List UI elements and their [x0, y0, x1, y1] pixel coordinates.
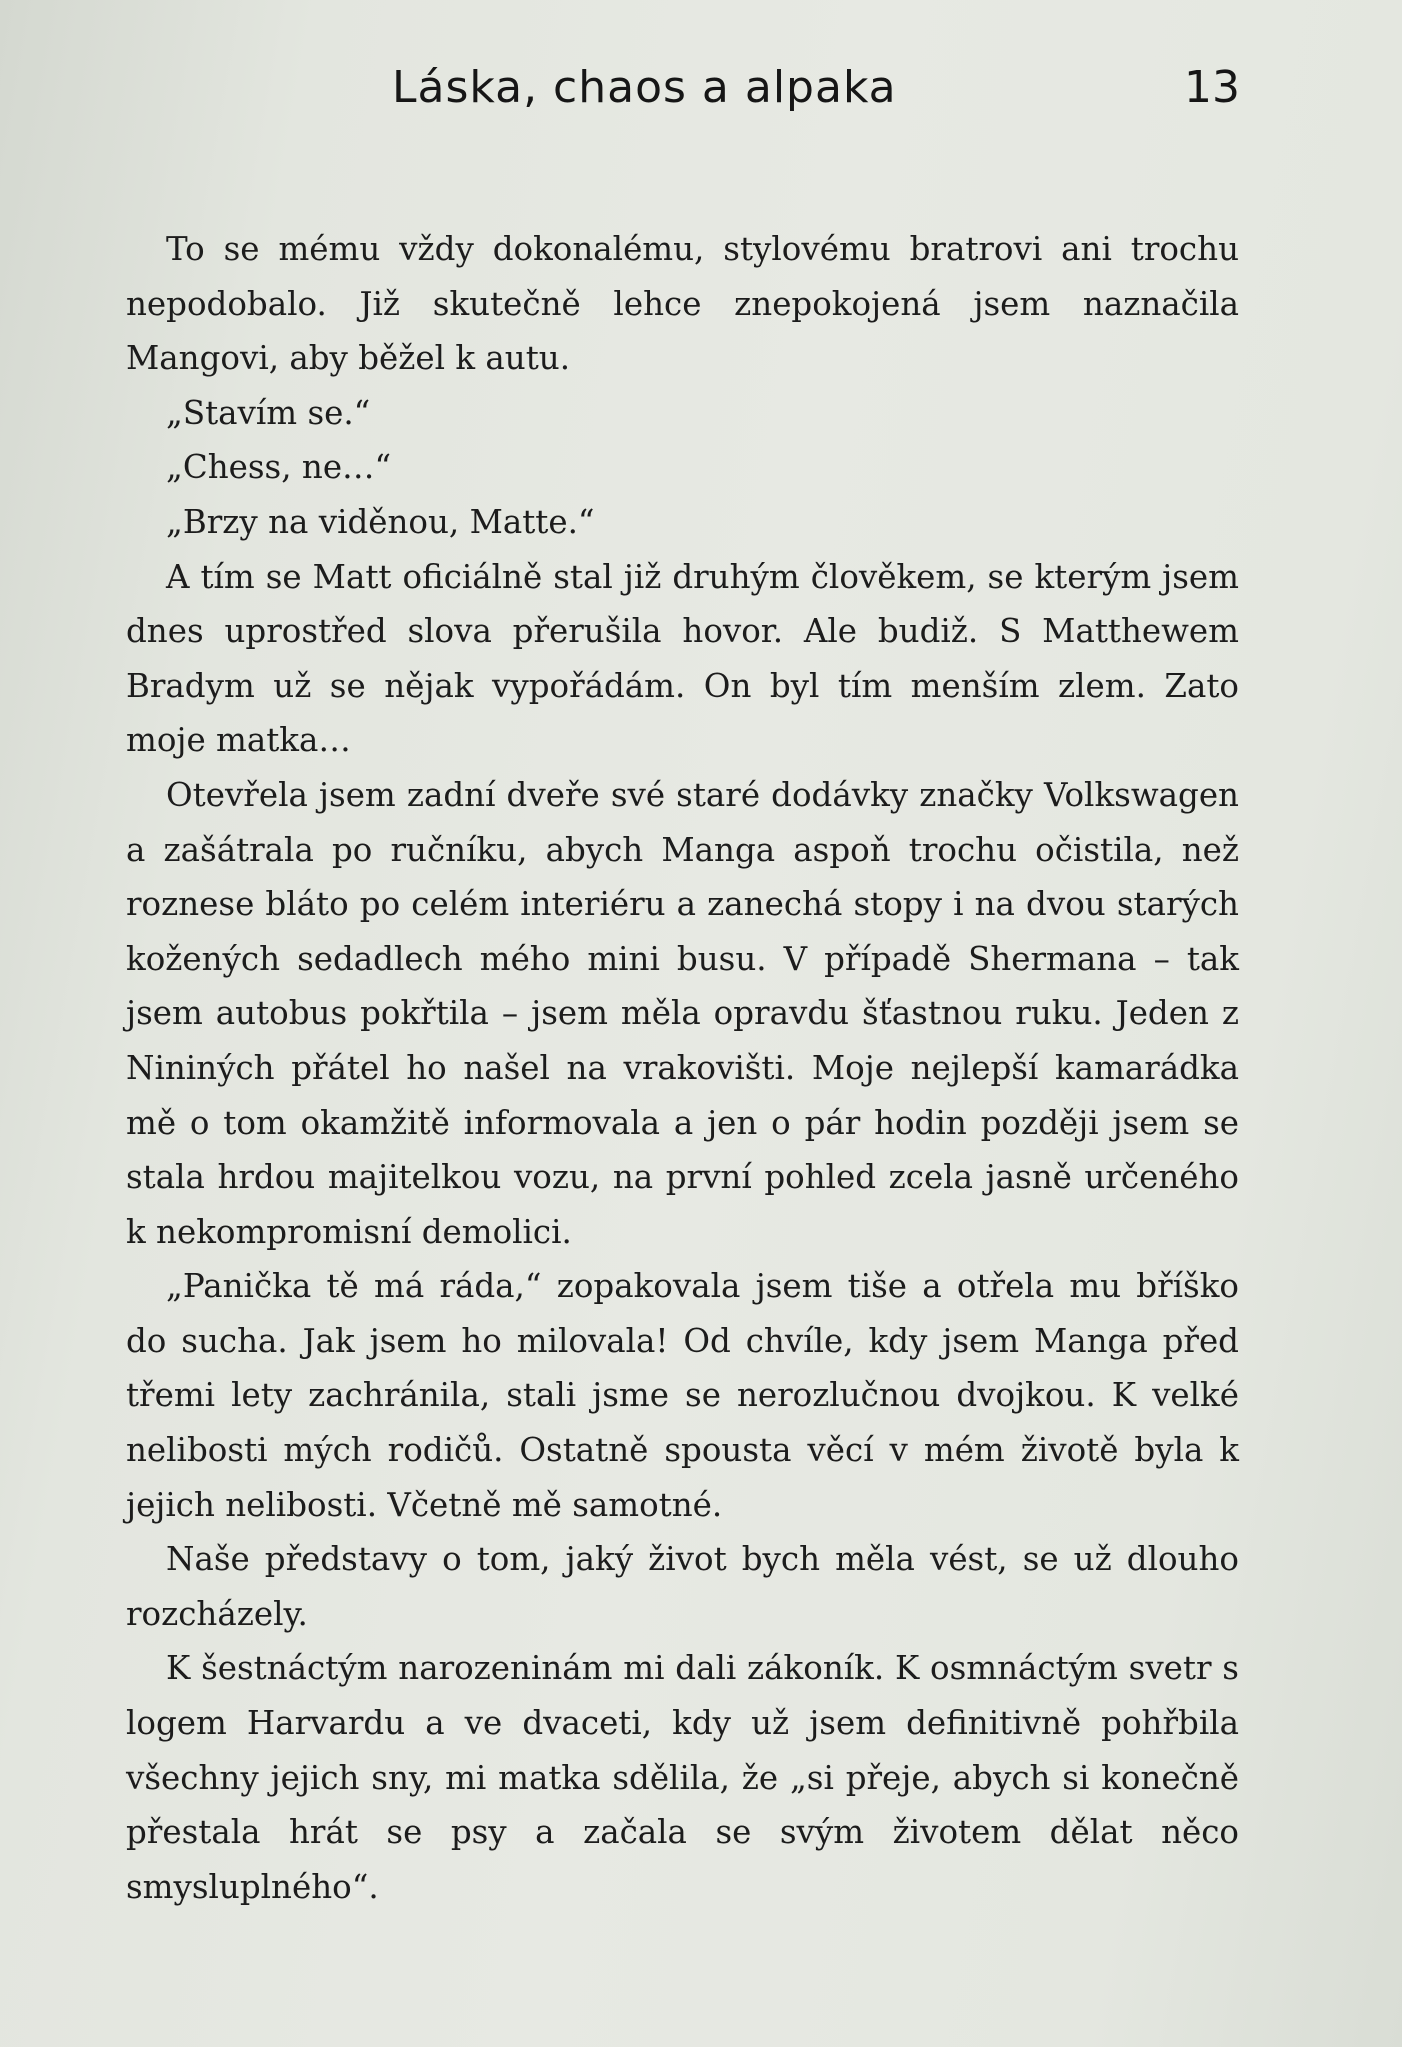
paragraph: Otevřela jsem zadní dveře své staré dodávky značky Volkswagen a zašátrala po ručníku, abych Manga aspoň trochu očistila, než roznese bláto po celém interiéru a zanechá stopy i na dvou starých kožených sedadlech mého mini busu. V případě Shermana – tak jsem autobus pokřtila – jsem měla opravdu šťastnou ruku. Jeden z Nininých přátel ho našel na vrakovišti. Moje nejlepší kamarádka mě o tom okamžitě informovala a jen o pár hodin později jsem se stala hrdou majitelkou vozu, na první pohled zcela jasně určeného k nekompromisní demolici.	[126, 775, 1239, 1251]
page-number: 13	[1184, 62, 1240, 113]
paragraph: K šestnáctým narozeninám mi dali zákoník. K osmnáctým svetr s logem Harvardu a ve dvaceti, kdy už jsem definitivně pohřbila všechny jejich sny, mi matka sdělila, že „si přeje, abych si konečně přestala hrát se psy a začala se svým životem dělat něco smysluplného“.	[126, 1649, 1239, 1906]
paragraph: „Stavím se.“	[166, 393, 371, 432]
paragraph: „Panička tě má ráda,“ zopakovala jsem tiše a otřela mu bříško do sucha. Jak jsem ho milovala! Od chvíle, kdy jsem Manga před třemi lety zachránila, stali jsme se nerozlučnou dvojkou. K velké nelibosti mých rodičů. Ostatně spousta věcí v mém životě byla k jejich nelibosti. Včetně mě samotné.	[126, 1267, 1239, 1524]
paragraph: To se mému vždy dokonalému, stylovému bratrovi ani trochu nepodobalo. Již skutečně lehce znepokojená jsem naznačila Mangovi, aby běžel k autu.	[126, 230, 1239, 378]
paragraph: Naše představy o tom, jaký život bych měla vést, se už dlouho rozcházely.	[126, 1540, 1239, 1633]
paragraph: „Brzy na viděnou, Matte.“	[166, 502, 595, 541]
paragraph: „Chess, ne…“	[166, 448, 392, 487]
body-text	[126, 222, 1239, 1914]
paragraph: A tím se Matt oficiálně stal již druhým člověkem, se kterým jsem dnes uprostřed slova přerušila hovor. Ale budiž. S Matthewem Bradym už se nějak vypořádám. On byl tím menším zlem. Zato moje matka…	[126, 557, 1239, 760]
running-head-title: Láska, chaos a alpaka	[392, 62, 897, 113]
